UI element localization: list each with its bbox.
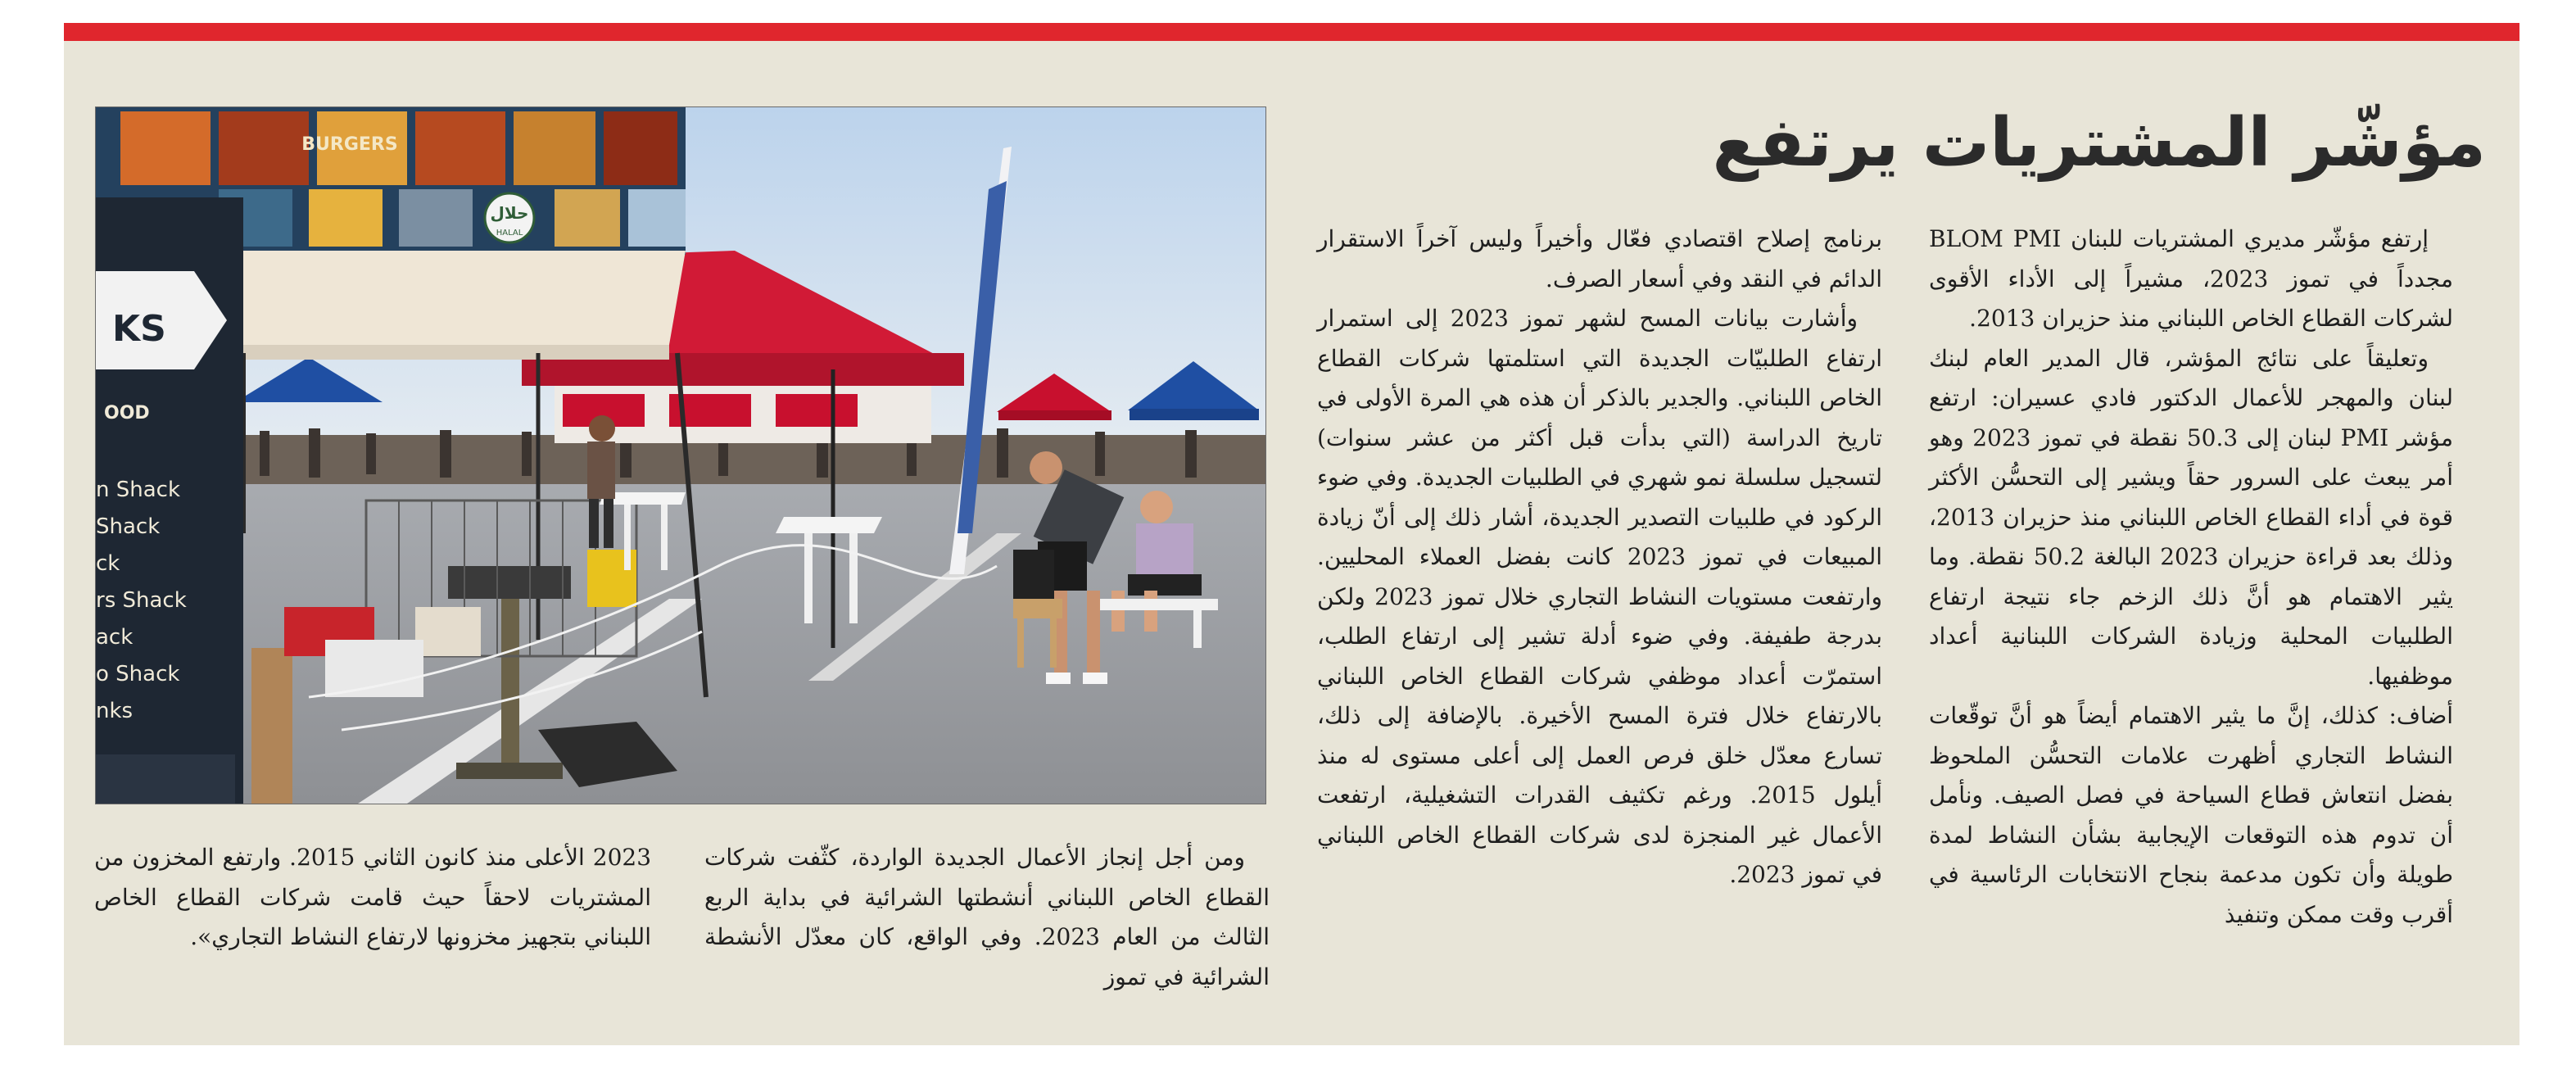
menu-line: n Shack [96, 478, 181, 502]
photo-food-festival [96, 107, 1265, 804]
article-column-3 [704, 838, 1270, 997]
menu-line: rs Shack [96, 588, 187, 613]
paragraph: برنامج إصلاح اقتصادي فعّال وأخيراً وليس آخراً الاستقرار الدائم في النقد وفي أسعار الصرف. [1317, 225, 1882, 292]
article-column-2 [1317, 220, 1882, 895]
paragraph: وأشارت بيانات المسح لشهر تموز 2023 إلى استمرار ارتفاع الطلبيّات الجديدة التي استلمتها شركات القطاع الخاص اللبناني. والجدير بالذكر أن هذه هي المرة الأولى في تاريخ الدراسة (التي بدأت قبل أكثر من عشر سنوات) لتسجيل سلسلة نمو شهري في الطلبيات الجديدة. وفي ضوء الركود في طلبيات التصدير الجديدة، أشار ذلك إلى أنّ زيادة المبيعات في تموز 2023 كانت بفضل العملاء المحليين. وارتفعت مستويات النشاط التجاري خلال تموز 2023 ولكن بدرجة طفيفة. وفي ضوء أدلة تشير إلى ارتفاع الطلب، استمرّت أعداد موظفي شركات القطاع الخاص اللبناني بالارتفاع خلال فترة المسح الأخيرة. بالإضافة إلى ذلك، تسارع معدّل خلق فرص العمل إلى أعلى مستوى له منذ أيلول 2015. ورغم تكثيف القدرات التشغيلية، ارتفعت الأعمال غير المنجزة لدى شركات القطاع الخاص اللبناني في تموز 2023. [1317, 305, 1883, 888]
paragraph: 2023 الأعلى منذ كانون الثاني 2015. وارتفع المخزون من المشتريات لاحقاً حيث قامت شركات القطاع الخاص اللبناني بتجهيز مخزونها لارتفاع النشاط التجاري». [94, 844, 652, 950]
paragraph: ومن أجل إنجاز الأعمال الجديدة الواردة، كثّفت شركات القطاع الخاص اللبناني أنشطتها الشرائية في بداية الربع الثالث من العام 2023. وفي الواقع، كان معدّل الأنشطة الشرائية في تموز [704, 844, 1270, 990]
paragraph: إرتفع مؤشّر مديري المشتريات للبنان BLOM PMI مجدداً في تموز 2023، مشيراً إلى الأداء الأقوى لشركات القطاع الخاص اللبناني منذ حزيران 2013. [1929, 225, 2453, 332]
menu-line: nks [96, 699, 134, 723]
sign-halal-ar: حلال [490, 203, 529, 223]
article-column-4 [94, 838, 651, 958]
menu-line: ack [96, 625, 134, 650]
paragraph: وتعليقاً على نتائج المؤشر، قال المدير العام لبنك لبنان والمهجر للأعمال الدكتور فادي عسيران: ارتفع مؤشر PMI لبنان إلى 50.3 نقطة في تموز 2023 وهو أمر يبعث على السرور حقاً ويشير إلى التحسُّن الأكثر قوة في أداء القطاع الخاص اللبناني منذ حزيران 2013، وذلك بعد قراءة حزيران 2023 البالغة 50.2 نقطة. وما يثير الاهتمام هو أنَّ ذلك الزخم جاء نتيجة ارتفاع الطلبيات المحلية وزيادة الشركات اللبنانية أعداد موظفيها. [1929, 344, 2454, 690]
article-headline: مؤشّر المشتريات يرتفع [1712, 104, 2486, 182]
sign-halal-en: HALAL [496, 229, 523, 238]
accent-bar [64, 23, 2519, 41]
menu-line: ck [96, 551, 120, 576]
paragraph: أضاف: كذلك، إنَّ ما يثير الاهتمام أيضاً هو أنَّ توقّعات النشاط التجاري أظهرت علامات التحسُّن الملحوظ بفضل انتعاش قطاع السياحة في فصل الصيف. ونأمل أن تدوم هذه التوقعات الإيجابية بشأن النشاط لمدة طويلة وأن تكون مدعمة بنجاح الانتخابات الرئاسية في أقرب وقت ممكن وتنفيذ [1929, 702, 2453, 928]
article-photo [95, 106, 1266, 804]
menu-line: OOD [104, 403, 150, 424]
sign-top-text: KS [112, 308, 166, 350]
article-column-1 [1929, 220, 2453, 935]
menu-line: o Shack [96, 662, 180, 686]
sign-burgers: BURGERS [301, 134, 398, 155]
menu-line: Shack [96, 514, 161, 539]
